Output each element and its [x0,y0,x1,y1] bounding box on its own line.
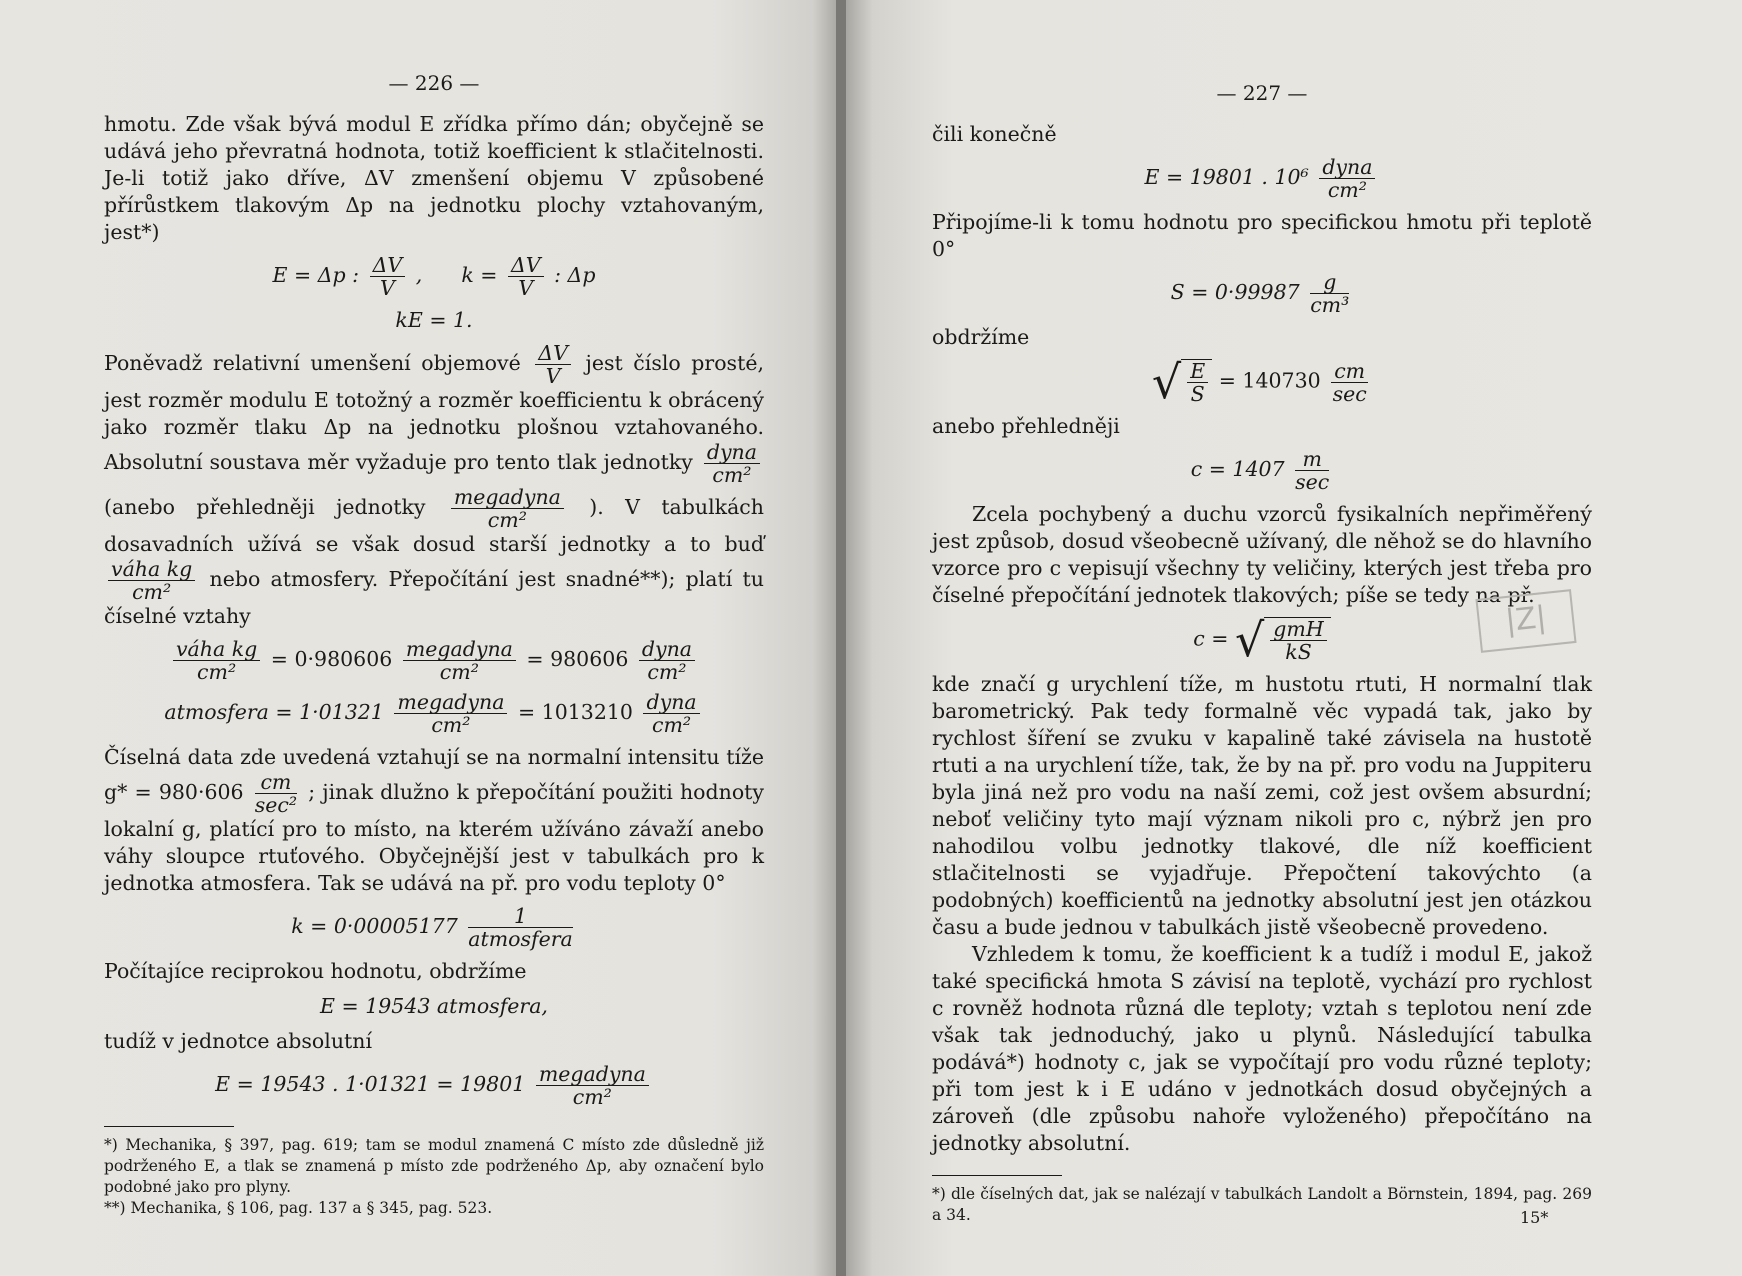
paragraph [104,342,764,630]
numerator: cm [255,771,297,794]
numerator: ΔV [370,254,406,277]
denominator: cm² [572,1085,612,1109]
fraction [1319,156,1375,201]
denominator: cm² [197,660,237,684]
denominator: cm² [647,660,687,684]
page-number: — 227 — [1216,81,1308,105]
equation-text: : Δp [554,263,596,287]
page-number: — 226 — [388,71,480,95]
text-line: tudíž v jednotce absolutní [104,1029,373,1053]
paragraph: Vzhledem k tomu, že koefficient k a tudíž i modul E, jakož také specifická hmota S závisí na teplotě, vychází pro rychlost c rovněž hodnota různá dle teploty; vztah s teplotou není zde však tak jednoduchý, jako u plynů. Následující tabulka podává*) hodnoty c, jak se vypočítají pro vodu různé teploty; při tom jest k i E udáno v jednotkách dosud obyčejných a zároveň (dle způsobu nahoře vyloženého) přepočítáno na jednotky absolutní. [932,942,1592,1155]
equation-text: E = Δp : [272,263,360,287]
denominator: cm² [431,713,471,737]
equation-text: E = 19801 . 10⁶ [1144,165,1309,189]
fraction [1331,360,1368,405]
footnote-rule [932,1175,1062,1176]
numerator: dyna [704,441,760,464]
radical-sign-icon: √ [1151,355,1182,409]
denominator: V [379,276,395,300]
equation-E-final [932,156,1592,201]
numerator: ΔV [508,254,544,277]
denominator: cm² [712,463,752,487]
square-root [1234,613,1331,667]
square-root [1151,355,1212,409]
numerator: dyna [639,638,695,661]
fraction [468,905,573,950]
text-run: (anebo přehledněji jednotky [104,495,426,519]
denominator: cm² [1327,178,1367,202]
fraction [108,558,195,603]
fraction [643,691,699,736]
equation-text: = 980606 [526,647,629,671]
equation-text: c = [1193,626,1229,651]
paragraph: Zcela pochybený a duchu vzorců fysikalních nepřiměřený jest způsob, dosud všeobecně užívaný, dle něhož se do hlavního vzorce pro c vepisují všechny ty veličiny, kterých jest třeba pro číselné přepočítání jednotek tlakových; píše se tedy na př. [932,502,1592,607]
footnote: *) Mechanika, § 397, pag. 619; tam se modul znamená C místo zde důsledně již podrženého E, a tlak se znamená p místo zde podrženého Δp, aby označení bylo podobné jako pro plyny. [104,1136,764,1196]
radicand [1181,359,1212,405]
text-run: ; jinak dlužno k přepočítání použiti hodnoty lokalní g, platící pro to místo, na kterém užíváno závaží anebo váhy sloupce rtuťového. Obyčejnější jest v tabulkách pro k jednotka atmosfera. Tak se udává na př. pro vodu teploty 0° [104,780,764,895]
paragraph: kde značí g urychlení tíže, m hustotu rtuti, H normalní tlak barometrický. Pak tedy formalně věc vypadá tak, jako by rychlost šíření se zvuku v kapalině také závisela na hustotě rtuti a na urychlení tíže, tak, že by na př. pro vodu na Juppiteru byla jiná než pro vodu na naší zemi, což jest ovšem absurdní; neboť veličiny tyto mají význam nikoli pro c, nýbrž jen pro nahodilou volbu jednotky tlakové, dle níž koefficient stlačitelnosti se vyjadřuje. Přepočtení takovýchto (a podobných) koefficientů na jednotky absolutní jest jen otázkou času a bude jednou v tabulkách jistě všeobecně provedeno. [932,672,1592,939]
radicand [1264,617,1330,663]
denominator: V [545,364,561,388]
footnote: *) dle číselných dat, jak se nalézají v tabulkách Landolt a Börnstein, 1894, pag. 269 a 34. [932,1185,1592,1224]
denominator: kS [1285,640,1312,664]
text-run: Poněvadž relativní umenšení objemové [104,351,521,375]
equation-text: S = 0·99987 [1170,280,1300,304]
numerator: m [1295,448,1329,471]
fraction [535,342,571,387]
text-line: obdržíme [932,325,1030,349]
equation-text: E = 19543 . 1·01321 = 19801 [215,1072,526,1096]
text-run: jest číslo prosté, jest rozměr modulu E totožný a rozměr koefficientu k obrácený jako rozměr tlaku Δp na jednotku plošnou vztahovaného. Absolutní soustava měr vyžaduje pro tento tlak jednotky [104,351,764,474]
equation-conversion-kg [104,638,764,683]
fraction [639,638,695,683]
equation-conversion-atm [104,691,764,736]
equation-kE: kE = 1. [395,308,473,332]
equation-E-absolute [104,1063,764,1108]
numerator: g [1310,271,1349,294]
equation-text: c = 1407 [1190,457,1285,481]
right-text-column [932,80,1592,1226]
denominator: cm² [487,508,527,532]
numerator: megadyna [451,486,564,509]
footnote-rule [104,1126,234,1127]
fraction [1270,618,1326,663]
footnote: **) Mechanika, § 106, pag. 137 a § 345, pag. 523. [104,1199,493,1217]
equation-sqrt-ES [932,355,1592,409]
numerator: dyna [1319,156,1375,179]
numerator: megadyna [403,638,516,661]
equation-E-atm: E = 19543 atmosfera, [320,994,548,1018]
denominator: cm² [132,580,172,604]
numerator: E [1187,360,1208,383]
equation-text: = 0·980606 [270,647,393,671]
denominator: cm² [651,713,692,737]
fraction [403,638,516,683]
numerator: dyna [643,691,699,714]
fraction [370,254,406,299]
equation-compressibility [104,905,764,950]
left-text-column [104,70,764,1219]
denominator: sec [1332,381,1367,406]
library-stamp: |Z| [1475,589,1576,653]
numerator: megadyna [394,691,507,714]
denominator: sec² [254,793,298,817]
equation-density [932,271,1592,316]
denominator: sec [1295,470,1330,494]
denominator: cm³ [1310,293,1350,317]
text-run: ). V tabulkách dosavadních užívá se však dosud starší jednotky a to buď [104,495,764,556]
numerator: váha kg [108,558,195,581]
fraction [1187,360,1208,405]
paragraph: hmotu. Zde však bývá modul E zřídka přímo dán; obyčejně se udává jeho převratná hodnota, totiž koefficient k stlačitelnosti. Je-li totiž jako dříve, ΔV zmenšení objemu V způsobené přírůstkem tlakovým Δp na jednotku plochy vztahovaným, jest*) [104,112,764,244]
fraction [394,691,507,736]
numerator: 1 [468,905,573,928]
equation-speed [932,448,1592,493]
fraction [451,486,564,531]
equation-modulus [104,254,764,299]
radical-sign-icon: √ [1234,613,1265,667]
equation-text: = 140730 [1218,368,1321,393]
numerator: gmH [1270,618,1326,641]
fraction [173,638,260,683]
fraction [704,441,760,486]
fraction [1310,271,1349,316]
numerator: megadyna [536,1063,649,1086]
equation-text: = 1013210 [517,700,633,724]
paragraph [104,744,764,897]
equation-text: k = 0·00005177 [291,914,458,938]
equation-text: atmosfera = 1·01321 [164,700,384,724]
paragraph: Připojíme-li k tomu hodnotu pro specifickou hmotu při teplotě 0° [932,210,1592,261]
text-run: Číselná data zde uvedená vztahují se na normalní intensitu tíže g* = 980·606 [104,745,764,804]
text-line: Počítajíce reciprokou hodnotu, obdržíme [104,959,527,983]
fraction [536,1063,649,1108]
denominator: S [1190,382,1205,406]
fraction [1295,448,1329,493]
printer-signature: 15* [1520,1208,1549,1227]
fraction [508,254,544,299]
denominator: V [518,276,534,300]
denominator: atmosfera [468,927,573,951]
numerator: cm [1331,360,1368,383]
fraction [255,771,297,816]
numerator: váha kg [173,638,260,661]
text-line: anebo přehledněji [932,414,1120,438]
text-run: nebo atmosfery. Přepočítání jest snadné**); platí tu číselné vztahy [104,567,764,628]
text-line: čili konečně [932,122,1057,146]
denominator: cm² [439,660,479,684]
equation-text: , k = [415,263,498,287]
numerator: ΔV [535,342,571,365]
